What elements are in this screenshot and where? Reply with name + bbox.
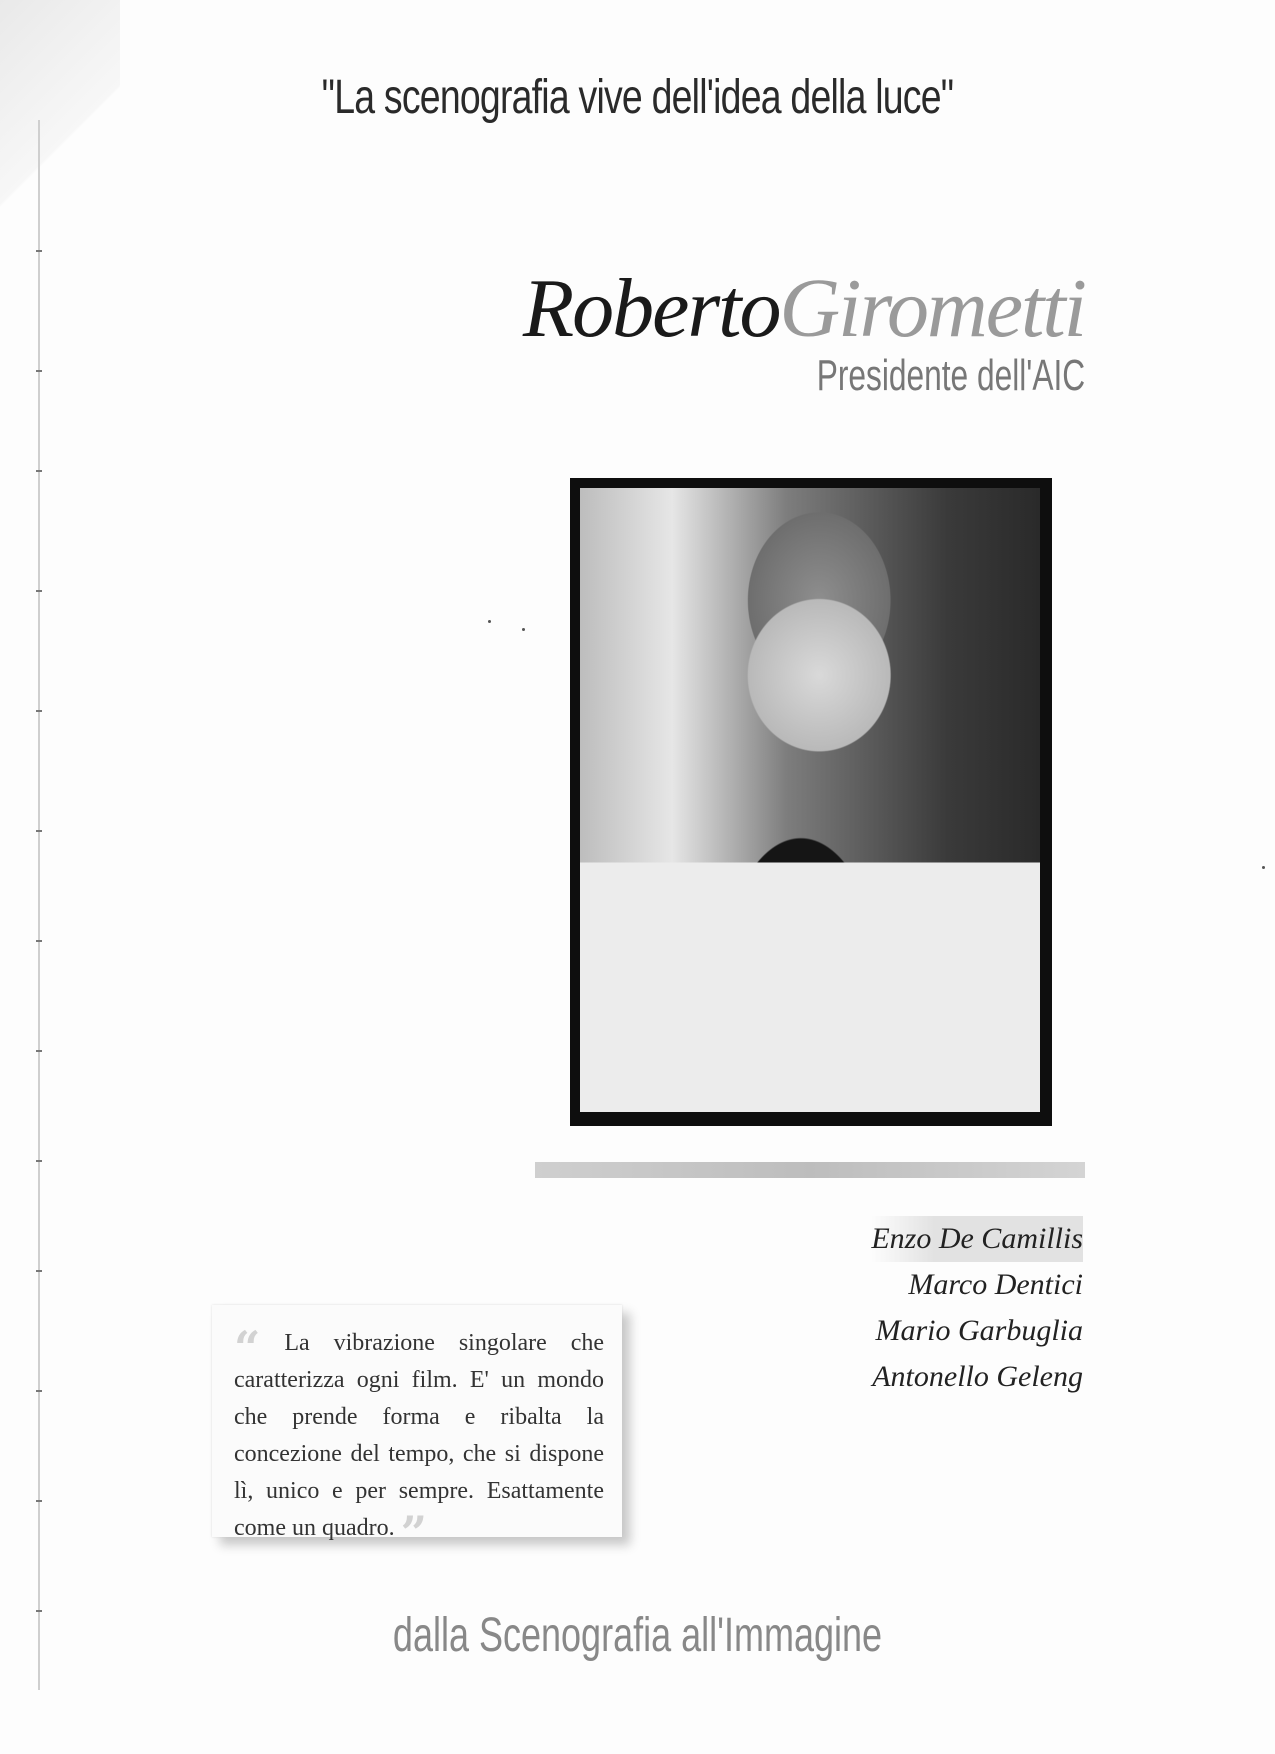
binding-tick <box>36 1050 42 1052</box>
person-role: Presidente dell'AIC <box>816 351 1085 400</box>
portrait-photo-frame <box>570 478 1052 1126</box>
page-binding-edge <box>38 120 44 1690</box>
pull-quote <box>234 1321 605 1560</box>
binding-tick <box>36 830 42 832</box>
open-quote-mark: “ <box>234 1321 261 1375</box>
portrait-photo <box>580 488 1040 1112</box>
photo-caption-bar <box>535 1162 1085 1178</box>
pull-quote-box <box>212 1305 622 1560</box>
binding-tick <box>36 1160 42 1162</box>
scan-speck <box>488 620 491 623</box>
page-corner-fold <box>0 0 120 220</box>
binding-tick <box>36 940 42 942</box>
binding-tick <box>36 590 42 592</box>
person-last-name: Girometti <box>779 262 1085 355</box>
binding-tick <box>36 1390 42 1392</box>
footer-title: dalla Scenografia all'Immagine <box>392 1609 883 1662</box>
header-quote: "La scenografia vive dell'idea della luce" <box>321 71 954 124</box>
credit-name: Enzo De Camillis <box>871 1216 1083 1262</box>
binding-tick <box>36 250 42 252</box>
binding-tick <box>36 1270 42 1272</box>
binding-tick <box>36 1610 42 1612</box>
binding-tick <box>36 1500 42 1502</box>
person-first-name: Roberto <box>522 262 780 355</box>
pull-quote-text: La vibrazione singolare che caratterizza ogni film. E' un mondo che prende forma e ribalta la concezione del tempo, che si dispone lì, unico e per sempre. Esattamente come un quadro. <box>234 1330 605 1541</box>
scan-speck <box>1262 866 1265 869</box>
close-quote-mark: ” <box>400 1506 428 1560</box>
credit-name: Marco Dentici <box>908 1268 1083 1301</box>
person-name-block <box>523 260 1085 401</box>
credit-name: Antonello Geleng <box>872 1360 1083 1393</box>
credit-name: Mario Garbuglia <box>875 1314 1083 1347</box>
binding-tick <box>36 710 42 712</box>
binding-tick <box>36 470 42 472</box>
scan-speck <box>522 628 525 631</box>
binding-tick <box>36 370 42 372</box>
credits-list <box>871 1216 1083 1400</box>
